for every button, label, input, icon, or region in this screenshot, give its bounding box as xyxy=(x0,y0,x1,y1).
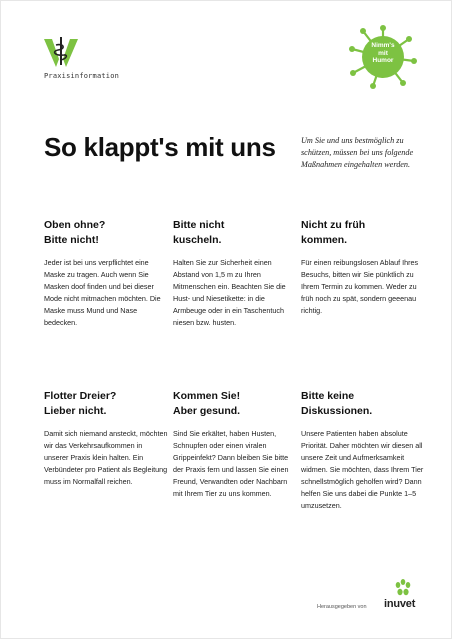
rule-heading: Bitte nicht kuscheln. xyxy=(173,219,225,246)
vet-logo-icon xyxy=(44,37,78,67)
publisher-label: Herausgegeben von xyxy=(317,604,367,610)
rule-heading: Flotter Dreier? Lieber nicht. xyxy=(44,390,117,417)
intro-text: Um Sie und uns bestmöglich zu schützen, müssen bei uns folgende Maßnahmen eingehalten werden. xyxy=(301,136,414,169)
publisher-logo-text: inuvet xyxy=(384,598,416,610)
rule-block-discussions xyxy=(301,389,425,512)
rule-text: Für einen reibungslosen Ablauf Ihres Besuchs, bitten wir Sie pünktlich zu Ihrem Termin zu kommen. Weder zu früh noch zu spät, sondern geeenau richtig. xyxy=(301,258,419,315)
rule-block-health xyxy=(173,389,297,500)
page-title: So klappt's mit uns xyxy=(44,132,276,162)
rule-text: Halten Sie zur Sicherheit einen Abstand von 1,5 m zu Ihren Mitmenschen ein. Beachten Sie die Hust- und Niesetikette: in die Armbeuge oder in ein Taschentuch niesen bzw. husten. xyxy=(173,258,286,327)
rule-heading: Kommen Sie! Aber gesund. xyxy=(173,390,241,417)
rule-heading: Bitte keine Diskussionen. xyxy=(301,390,373,417)
rule-text: Sind Sie erkältet, haben Husten, Schnupfen oder einen viralen Grippeinfekt? Dann bleiben Sie bitte der Praxis fern und lassen Sie einen Freund, Verwandten oder Nachbarn mit Ihrem Tier zu uns kommen. xyxy=(173,429,289,498)
badge-line: Nimm's xyxy=(371,42,395,49)
brand-subtitle: Praxisinformation xyxy=(44,72,120,80)
rule-block-distance xyxy=(173,218,297,329)
rule-block-companions xyxy=(44,389,168,488)
badge-line: Humor xyxy=(372,57,394,64)
rule-block-punctuality xyxy=(301,218,425,317)
rule-heading: Oben ohne? Bitte nicht! xyxy=(44,219,106,246)
rule-text: Damit sich niemand ansteckt, möchten wir das Verkehrsaufkommen in unserer Praxis klein halten. Ein Verbündeter pro Patient als Begleitung muss im Normalfall reichen. xyxy=(44,429,168,486)
paw-icon xyxy=(393,578,413,598)
rule-block-mask xyxy=(44,218,168,329)
badge-line: mit xyxy=(378,49,388,57)
virus-badge-text xyxy=(349,42,417,65)
rule-text: Unsere Patienten haben absolute Priorität. Daher möchten wir diesen all unsere Zeit und Aufmerksamkeit widmen. Sie möchten, dass Ihrem Tier schnellstmöglich geholfen wird? Dann helfen Sie uns dabei die Punkte 1–5 umzusetzen. xyxy=(301,429,424,510)
rule-text: Jeder ist bei uns verpflichtet eine Maske zu tragen. Auch wenn Sie Masken doof finden und bei dieser Mode nicht mitmachen möchten. Die Maske muss Mund und Nase bedecken. xyxy=(44,258,161,327)
rule-heading: Nicht zu früh kommen. xyxy=(301,219,366,246)
